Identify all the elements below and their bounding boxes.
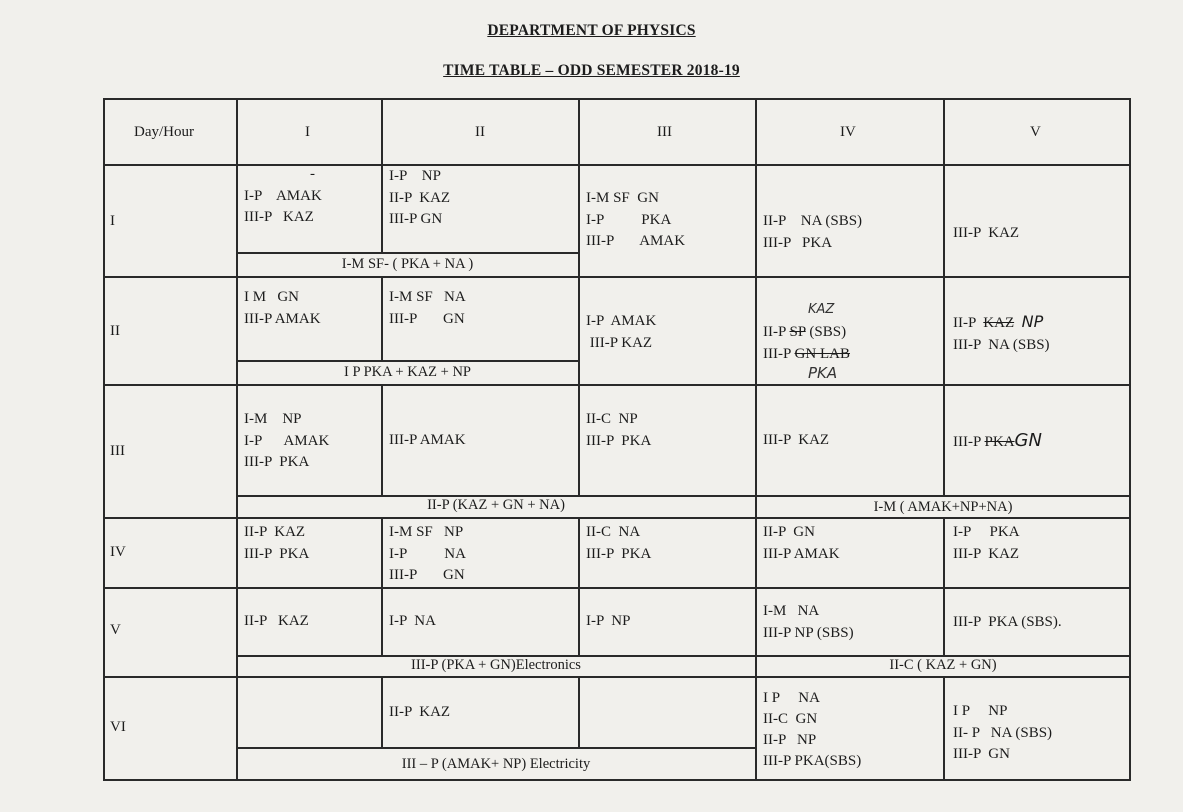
slot-prefix: III-P xyxy=(953,434,981,450)
struck-entry: GN LAB xyxy=(794,345,850,362)
slot-line: - xyxy=(310,166,315,182)
slot-day1-hour2 xyxy=(389,166,450,231)
slot-line: I-P AMAK xyxy=(244,432,330,449)
slot-line: II-P GN xyxy=(763,524,815,540)
band-day1: I-M SF- ( PKA + NA ) xyxy=(341,256,474,272)
slot-day4-hour4 xyxy=(763,522,840,565)
slot-line: II-P NA (SBS) xyxy=(763,213,863,229)
slot-line: II-P KAZ xyxy=(389,189,451,206)
slot-line: III-P PKA xyxy=(586,545,652,562)
slot-day1-hour5 xyxy=(953,223,1019,245)
slot-line: III-P PKA (SBS). xyxy=(953,614,1062,630)
struck-entry: PKA xyxy=(984,434,1015,450)
slot-day2-hour1 xyxy=(244,287,321,330)
slot-line: III-P PKA xyxy=(244,545,310,562)
col-divider xyxy=(578,517,580,657)
handwritten-note: NP xyxy=(1021,312,1044,331)
col-divider xyxy=(578,676,580,749)
band-day2: I P PKA + KAZ + NP xyxy=(343,364,471,380)
struck-entry: KAZ xyxy=(983,315,1015,331)
col-divider xyxy=(755,98,757,781)
slot-line: I-M SF GN xyxy=(586,190,659,206)
slot-line: III-P KAZ xyxy=(953,545,1020,562)
header-hour-2: II xyxy=(475,124,485,140)
row-divider xyxy=(103,517,1131,519)
slot-line: I-M NA xyxy=(763,603,820,619)
slot-day4-hour1 xyxy=(244,522,309,565)
day-label: II xyxy=(110,323,120,339)
slot-line: III-P AMAK xyxy=(389,432,466,448)
slot-day5-hour3 xyxy=(586,611,630,633)
slot-day5-hour2 xyxy=(389,611,436,633)
slot-line: I-M SF NA xyxy=(389,289,466,305)
slot-line: III-P GN xyxy=(389,310,465,327)
slot-line: III-P GN xyxy=(389,211,443,227)
handwritten-note: KAZ xyxy=(808,302,835,317)
slot-day6-hour2 xyxy=(389,702,450,724)
slot-line xyxy=(763,344,850,366)
slot-line: I P NP xyxy=(953,703,1008,719)
day-label: I xyxy=(110,213,115,229)
slot-line xyxy=(953,430,1042,454)
slot-line: II-P KAZ xyxy=(244,613,309,629)
slot-day2-hour4 xyxy=(763,322,850,365)
slot-line: II-P KAZ xyxy=(389,704,451,720)
slot-day5-hour4 xyxy=(763,601,854,644)
col-divider xyxy=(381,384,383,497)
header-hour-1: I xyxy=(305,124,310,140)
col-divider xyxy=(943,517,945,657)
row-divider xyxy=(103,676,1131,678)
slot-suffix: (SBS) xyxy=(809,324,847,340)
band-day3-right: I-M ( AMAK+NP+NA) xyxy=(873,499,1013,515)
slot-day1-hour1 xyxy=(244,164,322,229)
slot-line: I-P AMAK xyxy=(244,187,322,204)
slot-line xyxy=(763,322,850,344)
col-divider xyxy=(236,98,238,781)
col-divider xyxy=(381,276,383,362)
col-divider xyxy=(578,98,580,496)
slot-line: III-P KAZ xyxy=(763,432,830,448)
day-label: IV xyxy=(110,544,126,560)
header-day-hour: Day/Hour xyxy=(134,124,194,140)
slot-line: III-P GN xyxy=(389,567,465,583)
slot-line: I-P PKA xyxy=(586,211,672,228)
slot-line: III-P NP (SBS) xyxy=(763,624,854,641)
col-divider xyxy=(381,676,383,749)
slot-line: III-P KAZ xyxy=(244,209,314,225)
band-day5-left: III-P (PKA + GN)Electronics xyxy=(411,657,581,673)
header-hour-3: III xyxy=(657,124,672,140)
slot-day4-hour3 xyxy=(586,522,651,565)
band-day5-right: II-C ( KAZ + GN) xyxy=(889,657,997,673)
header-hour-5: V xyxy=(1030,124,1041,140)
col-divider xyxy=(381,517,383,657)
slot-line: I M GN xyxy=(244,289,299,305)
band-divider xyxy=(236,360,579,362)
band-divider xyxy=(236,252,579,254)
slot-day3-hour5 xyxy=(953,430,1042,454)
col-divider xyxy=(943,676,945,781)
page-title: DEPARTMENT OF PHYSICS xyxy=(487,22,696,39)
slot-line: III-P AMAK xyxy=(586,233,686,249)
slot-line: II- P NA (SBS) xyxy=(953,724,1053,741)
slot-day3-hour2 xyxy=(389,430,466,452)
slot-line: II-P NP xyxy=(763,732,817,748)
col-divider xyxy=(381,98,383,254)
handwritten-note: PKA xyxy=(808,364,838,382)
band-divider xyxy=(236,747,756,749)
page-subtitle: TIME TABLE – ODD SEMESTER 2018-19 xyxy=(443,62,740,79)
slot-day1-hour4 xyxy=(763,211,862,254)
slot-line: II-C GN xyxy=(763,711,818,727)
band-day6: III – P (AMAK+ NP) Electricity xyxy=(401,756,591,772)
slot-line: III-P KAZ xyxy=(586,334,653,351)
slot-day3-hour1 xyxy=(244,409,329,474)
slot-line: I-P NA xyxy=(389,613,436,629)
slot-line: III-P GN xyxy=(953,746,1010,762)
slot-line: III-P PKA xyxy=(763,234,833,251)
slot-day5-hour5 xyxy=(953,612,1062,634)
slot-day3-hour3 xyxy=(586,409,651,452)
slot-line: II-P KAZ xyxy=(244,524,306,540)
slot-line: I-P PKA xyxy=(953,524,1020,540)
slot-line: I-P AMAK xyxy=(586,313,657,329)
struck-entry: SP xyxy=(789,324,806,340)
day-label: III xyxy=(110,443,125,459)
slot-line: II-C NP xyxy=(586,411,638,427)
day-label: V xyxy=(110,622,121,638)
slot-line: III-P NA (SBS) xyxy=(953,336,1050,353)
slot-prefix: II-P xyxy=(953,315,976,331)
slot-day4-hour5 xyxy=(953,522,1020,565)
slot-day6-hour4 xyxy=(763,688,861,772)
slot-line: I-M SF NP xyxy=(389,524,464,540)
row-divider xyxy=(103,384,1131,386)
slot-day1-hour3 xyxy=(586,188,685,253)
slot-day5-hour1 xyxy=(244,611,309,633)
header-hour-4: IV xyxy=(840,124,856,140)
slot-day2-hour5 xyxy=(953,311,1050,356)
slot-line: I-P NA xyxy=(389,545,466,562)
slot-day2-hour3 xyxy=(586,311,656,354)
slot-line: III-P PKA(SBS) xyxy=(763,753,862,769)
slot-line: III-P AMAK xyxy=(763,545,840,562)
band-day3-left: II-P (KAZ + GN + NA) xyxy=(427,497,565,513)
slot-line: III-P PKA xyxy=(244,454,310,470)
slot-line xyxy=(953,311,1050,335)
slot-line: I P NA xyxy=(763,690,820,706)
slot-line: III-P AMAK xyxy=(244,310,321,327)
row-divider xyxy=(103,587,1131,589)
slot-line: III-P PKA xyxy=(586,432,652,449)
slot-line: I-P NP xyxy=(586,613,631,629)
row-divider xyxy=(103,276,1131,278)
handwritten-note: GN xyxy=(1014,430,1042,451)
slot-line: III-P KAZ xyxy=(953,225,1020,241)
slot-prefix: II-P xyxy=(763,324,786,340)
slot-line: I-P NP xyxy=(389,168,441,184)
day-label: VI xyxy=(110,719,126,735)
slot-prefix: III-P xyxy=(763,345,791,362)
slot-day2-hour2 xyxy=(389,287,466,330)
slot-day4-hour2 xyxy=(389,522,466,587)
slot-line: I-M NP xyxy=(244,411,302,427)
col-divider xyxy=(943,98,945,496)
slot-line: II-C NA xyxy=(586,524,641,540)
slot-day6-hour5 xyxy=(953,701,1052,766)
slot-day3-hour4 xyxy=(763,430,829,452)
